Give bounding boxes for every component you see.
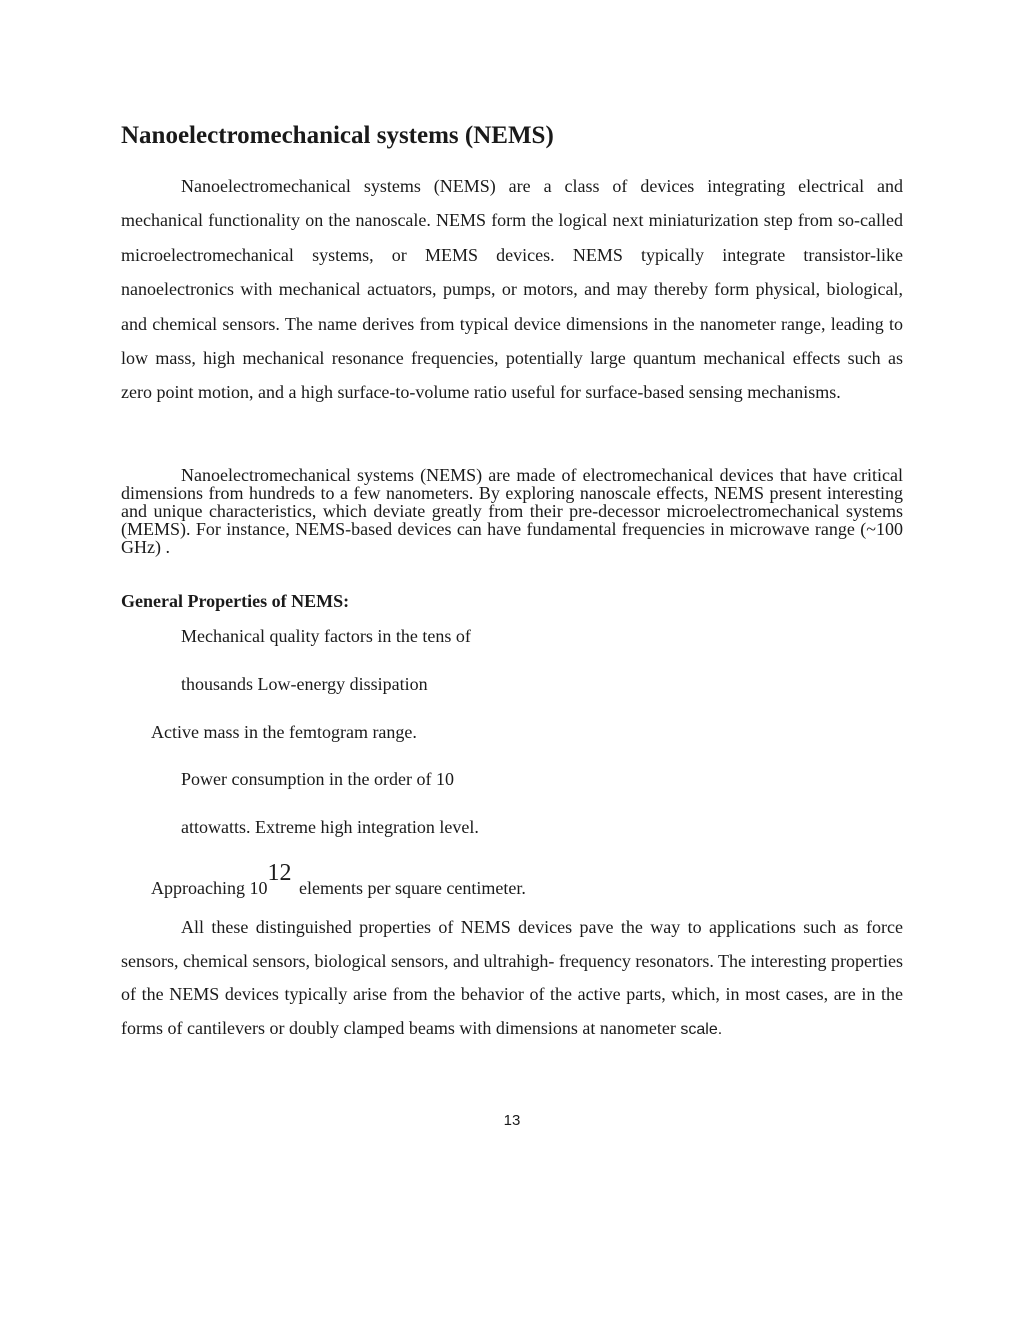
property-line: thousands Low-energy dissipation [181, 674, 428, 694]
density-exponent: 12 [267, 860, 292, 886]
density-suffix: elements per square centimeter. [294, 878, 526, 898]
property-line: attowatts. Extreme high integration level. [181, 817, 479, 837]
page-number: 13 [503, 1112, 521, 1129]
general-properties-heading: General Properties of NEMS: [121, 591, 350, 611]
nems-dimensions-paragraph: Nanoelectromechanical systems (NEMS) are made of electromechanical devices that have critical dimensions from hundreds to a few nanometers. By exploring nanoscale effects, NEMS present interesting and unique characteristics, which deviate greatly from their pre-decessor microelectromechanical systems (MEMS). For instance, NEMS-based devices can have fundamental frequencies in microwave range (~100 GHz) . [121, 465, 903, 557]
applications-text: All these distinguished properties of NEMS devices pave the way to applications such as force sensors, chemical sensors, biological sensors, and ultrahigh- frequency resonators. The interesting properties of the NEMS devices typically arise from the behavior of the active parts, which, in most cases, are in the forms of cantilevers or doubly clamped beams with dimensions at nanometer [121, 917, 903, 1038]
applications-text-end: scale. [680, 1020, 723, 1038]
intro-paragraph: Nanoelectromechanical systems (NEMS) are a class of devices integrating electrical and mechanical functionality on the nanoscale. NEMS form the logical next miniaturization step from so-called microelectromechanical systems, or MEMS devices. NEMS typically integrate transistor-like nanoelectronics with mechanical actuators, pumps, or motors, and may thereby form physical, biological, and chemical sensors. The name derives from typical device dimensions in the nanometer range, leading to low mass, high mechanical resonance frequencies, potentially large quantum mechanical effects such as zero point motion, and a high surface-to-volume ratio useful for surface-based sensing mechanisms. [121, 176, 903, 403]
property-line: Power consumption in the order of 10 [181, 769, 454, 789]
density-prefix: Approaching 10 [151, 878, 268, 898]
page-title: Nanoelectromechanical systems (NEMS) [121, 122, 554, 149]
property-line-density [151, 860, 526, 899]
applications-paragraph [121, 911, 903, 1046]
property-line: Active mass in the femtogram range. [151, 722, 417, 742]
property-line: Mechanical quality factors in the tens of [181, 626, 471, 646]
